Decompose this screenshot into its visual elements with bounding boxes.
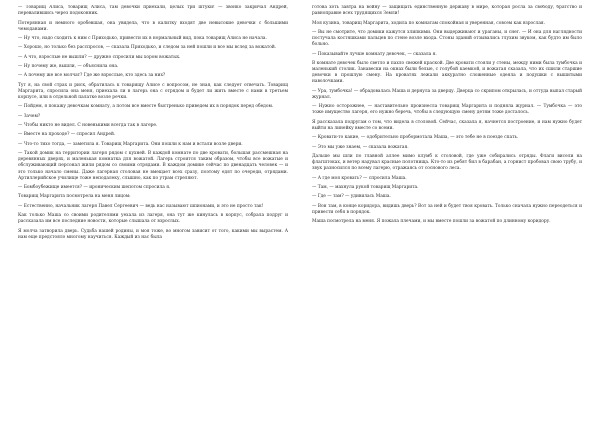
paragraph: — Там, — махнула рукой товарищ Маргарита. <box>312 184 419 190</box>
paragraph: — Это мы уже знаем, — сказала вожатая. <box>312 144 409 150</box>
paragraph: — Ну что, надо сходить к ним с Приходько, привести их в нормальный вид, пока товарищ Алиса не начала. <box>18 36 267 41</box>
paragraph: готова хоть завтра на войну — защищать единственную державу в мире, которая росла за свободу, братство и равноправие всех трудящихся Земли! <box>312 5 582 17</box>
paragraph: — Пойдем, я покажу девочкам комнату, а потом все вместе быстренько приведем их в порядок перед обедом. <box>18 104 274 110</box>
paragraph: Как только Маша со своими родителями уехала из лагеря, она тут же кинулась в корпус, собрала подруг и рассказала им все последние новости, которые слышала от взрослых. <box>18 213 288 225</box>
paragraph: Я рассказала подругам о том, что видела в столовой. Сейчас, сказала я, начнется построение, и нам нужно будет выйти на линейку вместе со всеми. <box>312 119 582 131</box>
paragraph: — А почему же все молчат? Где же взрослые, кто здесь за них? <box>18 73 166 79</box>
paragraph: Товарищ Маргарита посмотрела на меня лицом: <box>18 194 131 200</box>
paragraph: — А что, взрослые не вышли? — дружно спросили мы хором вожатых. <box>18 54 181 60</box>
paragraph: — Чтобы никто не видел. С новенькими всегда так в лагере. <box>18 123 158 129</box>
paragraph: — Такой домик на территории лагеря рядом с кухней. В каждой комнате по две кровати, большая рассмешная на деревянных дверях, и маленькая комнатка для вожатой. Лагерь строится таким образом, чтобы все вожатые и обслуживающий персонал жили рядом со своими отрядами. В каждом домике сейчас по двенадцать человек — и это только начало смены. Даже лагерная столовая не вмещает всех сразу, поэтому едят по очереди, отрядами. Артиллерийское училище тоже неподалеку, слышно, как по утрам стреляют. <box>18 151 288 181</box>
paragraph: — Бомбоубежище имеется? — ироническим шепотом спросила я. <box>18 185 171 191</box>
paragraph: Потерянная и немного оробевшая, она увидела, что в калитку входят две невысокие девочки с большими чемоданами. <box>18 20 288 32</box>
paragraph: Маша посмотрела на меня. Я пожала плечами, и мы вместе пошли за вожатой по длинному коридору. <box>312 219 551 225</box>
paragraph: — Зачем? <box>18 113 41 119</box>
paragraph: — Где — там? — удивилась Маша. <box>312 194 391 200</box>
paragraph: — Вместе на проходе? — спросил Андрей. <box>18 132 116 138</box>
paragraph: — Товарищ Алиса, товарищ Алиса, там девочки приехали, целых три штуки! — звонко закричал Андрей, перевалившись через подоконник. <box>18 5 288 17</box>
left-page <box>18 5 288 418</box>
paragraph: — Вы не смотрите, что домики кажутся хлипкими. Они выдерживают и ураганы, и снег. — И она для наглядности постучала костяшками пальцев по стене возле входа. Стоны зданий отзывались глухим звуком, как будто им было больно. <box>312 29 582 48</box>
paragraph: — А где моя кровать? — спросила Маша. <box>312 175 407 181</box>
paragraph: — Ну почему же, вышли, — объяснила она. <box>18 64 119 70</box>
paragraph: В комнате девочек было светло и пахло свежей краской. Две кровати стояли у стены, между ними была тумбочка и маленький столик. Занавески на окнах были белые, с голубой каемкой, и вожатая сказала, что их сшили старшие девочки в прошлую смену. На кроватях лежали аккуратно сложенные одеяла и подушки с вышитыми наволочками. <box>312 60 582 85</box>
paragraph: — Кровати-то какие, — одобрительно пробормотала Маша, — это тебе не в поезде спать. <box>312 135 519 141</box>
paragraph: Тут я, на свой страх и риск, обратилась к товарищу Алисе с вопросом, не зная, как следует отвечать. Товарищ Маргарита, спросила она меня, приехала ли в лагерь она с отрядом и будет ли жить вместе с нами в третьем корпусе, или в отдельной палатке возле речки. <box>18 82 288 101</box>
paragraph: Я молча затворила дверь. Судьба нашей родины, и моя тоже, во многом зависит от того, какими мы вырастем. А нам еще предстояло многому научиться. Каждый из нас была <box>18 228 288 240</box>
paragraph: Моя кузина, товарищ Маргарита, ходила по комнатам спокойная и уверенная, совсем как взрослая. <box>312 20 546 26</box>
paragraph: — Показывайте лучше комнату девочек, — сказала я. <box>312 51 437 57</box>
paragraph: — Нужно осторожнее, — наставительно произнесла товарищ Маргарита и подняла журнал. — Тумбочка — это тоже имущество лагеря, его нужно беречь, чтобы в следующую смену детям тоже досталось. <box>312 104 582 116</box>
paragraph: — Естественно, начальник лагеря Павел Сергеевич — ведь нас называют шпионами, и это не просто так! <box>18 203 264 209</box>
paragraph: Дальше мы шли по главной аллее мимо клумб к столовой, где уже собирались отряды. Флаги висели на флагштоках, и ветер надувал красные полотнища. Кто-то из ребят бил в барабан, а горнист пробовал свою трубу, и звук разносился по всему лагерю, отражаясь от соснового леса. <box>312 153 582 172</box>
paragraph: — Хорошо, но только без расспросов, — сказала Приходько, и следом за ней пошли и все мы вслед за вожатой. <box>18 45 277 51</box>
paragraph: — Ура, тумбочка! — обрадовалась Маша и дернула за дверцу. Дверца со скрипом открылась, и оттуда выпал старый журнал. <box>312 88 582 100</box>
right-page <box>312 5 582 418</box>
paragraph: — Вон там, в конце коридора, видишь дверь? Вот за ней и будет твоя кровать. Только сначала нужно переодеться и привести себя в порядок. <box>312 203 582 215</box>
paragraph: — Что-то тихо тогда, — заметила я. Товарищ Маргарита. Они пошли к нам и встали возле двери. <box>18 141 243 147</box>
